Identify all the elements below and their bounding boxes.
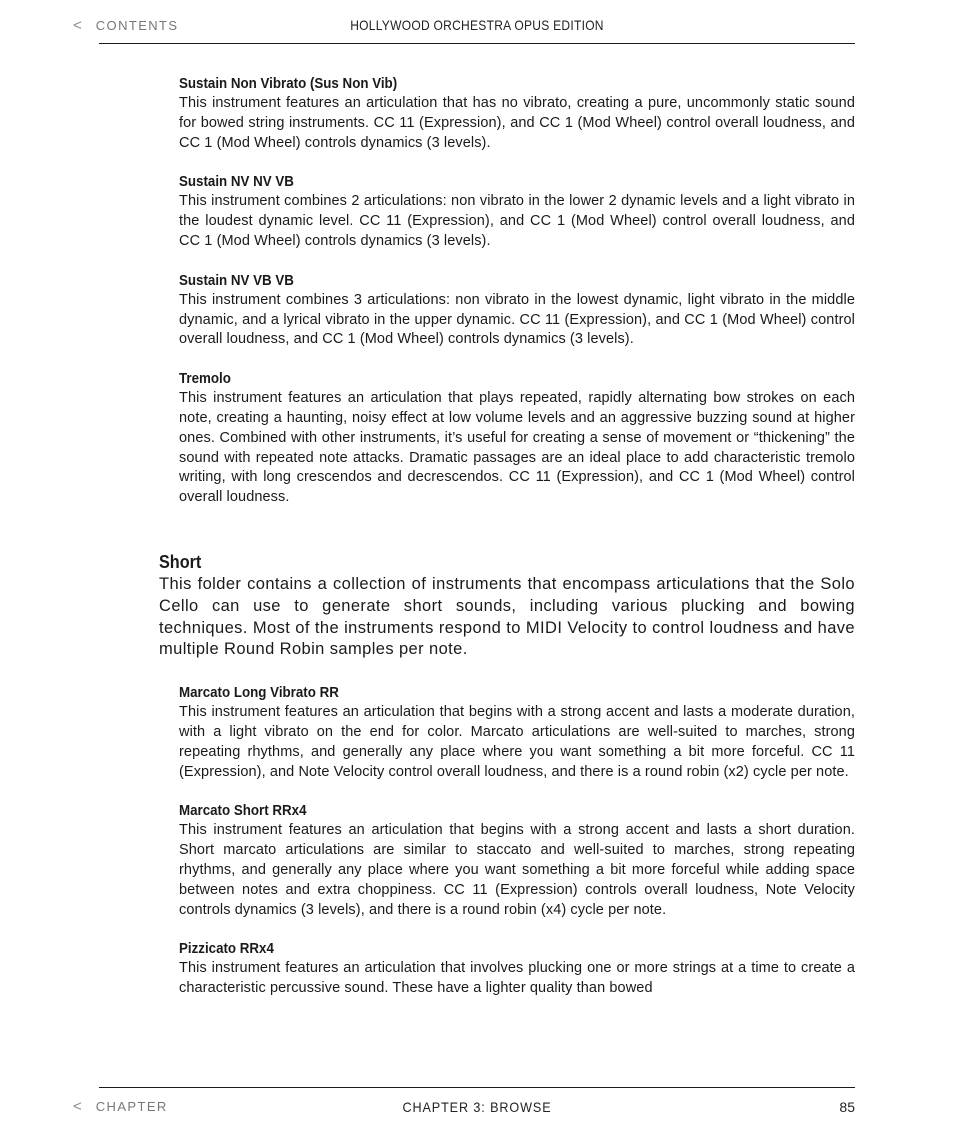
instrument-title: Sustain NV NV VB bbox=[179, 174, 294, 191]
instrument-entry bbox=[179, 74, 855, 153]
document-title: HOLLYWOOD ORCHESTRA OPUS EDITION bbox=[350, 17, 604, 33]
instrument-description: This instrument combines 2 articulations: non vibrato in the lower 2 dynamic levels and a light vibrato in the loudest dynamic level. CC 11 (Expression), and CC 1 (Mod Wheel) control overall loudness, and CC 1 (Mod Wheel) controls dynamics (3 levels). bbox=[179, 193, 855, 249]
instrument-title: Marcato Long Vibrato RR bbox=[179, 685, 339, 702]
section-short bbox=[159, 550, 855, 661]
page-number: 85 bbox=[839, 1099, 855, 1115]
contents-link-label: CONTENTS bbox=[95, 18, 179, 33]
instrument-entry bbox=[179, 801, 855, 920]
instrument-entry bbox=[179, 939, 855, 999]
header-divider bbox=[99, 43, 855, 44]
instrument-title: Pizzicato RRx4 bbox=[179, 941, 274, 958]
chevron-left-icon: < bbox=[73, 1098, 82, 1115]
page-content bbox=[159, 74, 855, 1018]
instrument-description: This instrument features an articulation that plays repeated, rapidly alternating bow strokes on each note, creating a haunting, noisy effect at low volume levels and an aggressive buzzing sound at higher ones. Combined with other instruments, it’s useful for creating a sense of movement or “thickening” the sound with repeated note attacks. Dramatic passages are an ideal place to add characteristic tremolo writing, with long crescendos and decrescendos. CC 11 (Expression), and CC 1 (Mod Wheel) control overall loudness. bbox=[179, 390, 855, 506]
instrument-entry bbox=[179, 271, 855, 350]
chapter-link-label: CHAPTER bbox=[95, 1099, 168, 1114]
instrument-description: This instrument features an articulation that has no vibrato, creating a pure, uncommonly static sound for bowed string instruments. CC 11 (Expression), and CC 1 (Mod Wheel) control overall loudness, and CC 1 (Mod Wheel) controls dynamics (3 levels). bbox=[179, 95, 855, 151]
instrument-entry bbox=[179, 683, 855, 782]
page-header bbox=[0, 0, 954, 44]
instrument-description: This instrument features an articulation that involves plucking one or more strings at a time to create a characteristic percussive sound. These have a lighter quality than bowed bbox=[179, 960, 855, 997]
instrument-description: This instrument features an articulation that begins with a strong accent and lasts a short duration. Short marcato articulations are similar to staccato and well-suited to marches, strong repeating rhythms, and generally any place where you want something a bit more forceful while adding space between notes and extra choppiness. CC 11 (Expression) controls overall loudness, Note Velocity controls dynamics (3 levels), and there is a round robin (x4) cycle per note. bbox=[179, 822, 855, 918]
instrument-title: Marcato Short RRx4 bbox=[179, 803, 307, 820]
footer-divider bbox=[99, 1087, 855, 1088]
instrument-title: Sustain Non Vibrato (Sus Non Vib) bbox=[179, 76, 398, 92]
chapter-title: CHAPTER 3: BROWSE bbox=[402, 1099, 552, 1115]
instrument-title: Tremolo bbox=[179, 371, 231, 388]
instrument-entry bbox=[179, 172, 855, 251]
instrument-title: Sustain NV VB VB bbox=[179, 272, 294, 289]
instrument-description: This instrument combines 3 articulations: non vibrato in the lowest dynamic, light vibrato in the middle dynamic, and a lyrical vibrato in the upper dynamic. CC 11 (Expression), and CC 1 (Mod Wheel) control overall loudness, and CC 1 (Mod Wheel) controls dynamics (3 levels). bbox=[179, 291, 855, 348]
section-description: This folder contains a collection of instruments that encompass articulations that the Solo Cello can use to generate short sounds, including various plucking and bowing techniques. Most of the instruments respond to MIDI Velocity to control loudness and have multiple Round Robin samples per note. bbox=[159, 574, 855, 659]
instrument-entry bbox=[179, 369, 855, 508]
instrument-description: This instrument features an articulation that begins with a strong accent and lasts a moderate duration, with a light vibrato on the end for color. Marcato articulations are well-suited to marches, strong repeating rhythms, and generally any place where you want something a bit more forceful. CC 11 (Expression), and Note Velocity control overall loudness, and there is a round robin (x2) cycle per note. bbox=[179, 704, 855, 780]
chevron-left-icon: < bbox=[73, 17, 82, 34]
section-heading: Short bbox=[159, 551, 202, 572]
